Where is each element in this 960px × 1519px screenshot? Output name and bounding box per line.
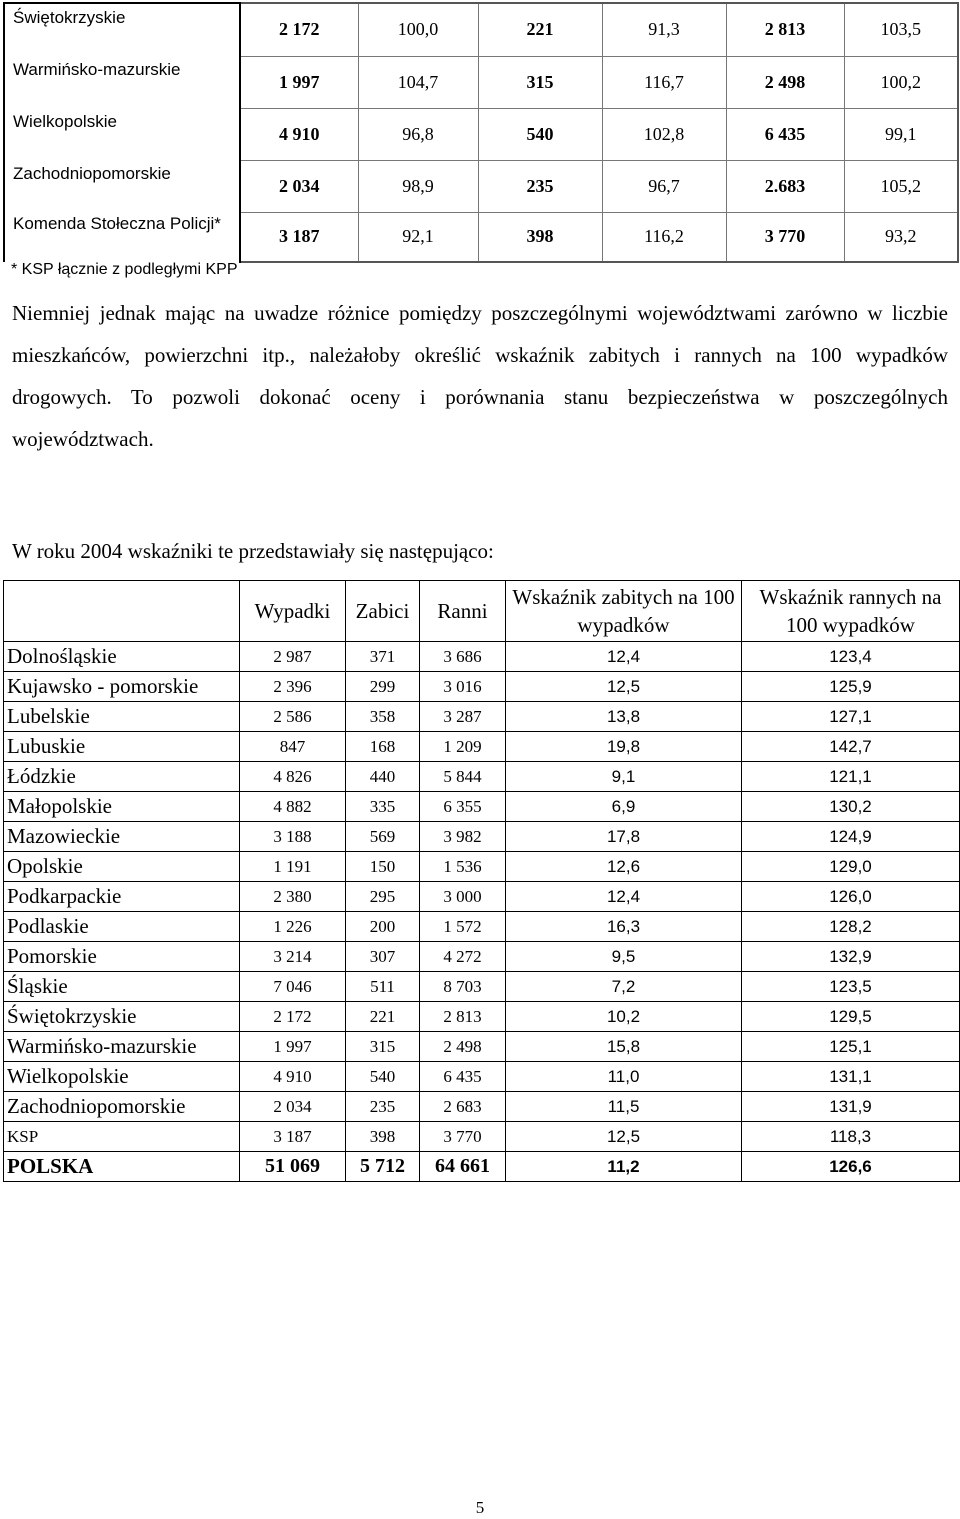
wskaznik-zabitych-cell: 11,0 [506, 1062, 742, 1092]
zabici-cell: 440 [346, 762, 420, 792]
value-cell: 1 997 [240, 56, 358, 108]
top-table-row [4, 160, 958, 212]
value-cell: 540 [478, 108, 602, 160]
region-cell: Mazowieckie [4, 822, 240, 852]
table-row [4, 792, 960, 822]
region-cell: Pomorskie [4, 942, 240, 972]
wskaznik-rannych-cell: 123,4 [742, 642, 960, 672]
value-cell: 2 034 [240, 160, 358, 212]
table-row [4, 972, 960, 1002]
ranni-cell: 3 287 [420, 702, 506, 732]
table-row [4, 1062, 960, 1092]
paragraph-indicators-intro: Niemniej jednak mając na uwadze różnice pomiędzy poszczególnymi województwami zarówno w liczbie mieszkańców, powierzchni itp., należałoby określić wskaźnik zabitych i rannych na 100 wypadków drogowych. To pozwoli dokonać oceny i porównania stanu bezpieczeństwa w poszczególnych województwach. [12, 301, 948, 451]
wskaznik-rannych-cell: 131,9 [742, 1092, 960, 1122]
region-name: Wielkopolskie [4, 108, 240, 160]
value-cell: 100,0 [358, 3, 478, 56]
region-cell: Opolskie [4, 852, 240, 882]
table-total-row [4, 1152, 960, 1182]
wskaznik-zabitych-cell: 15,8 [506, 1032, 742, 1062]
ranni-cell: 5 844 [420, 762, 506, 792]
table-row [4, 942, 960, 972]
wypadki-cell: 3 187 [240, 1122, 346, 1152]
region-cell: Warmińsko-mazurskie [4, 1032, 240, 1062]
wypadki-cell: 2 987 [240, 642, 346, 672]
wskaznik-zabitych-cell: 6,9 [506, 792, 742, 822]
table-row [4, 882, 960, 912]
zabici-cell: 5 712 [346, 1152, 420, 1182]
wskaznik-zabitych-cell: 10,2 [506, 1002, 742, 1032]
wskaznik-rannych-cell: 132,9 [742, 942, 960, 972]
value-cell: 100,2 [844, 56, 958, 108]
wskaznik-rannych-cell: 121,1 [742, 762, 960, 792]
wypadki-cell: 1 191 [240, 852, 346, 882]
table-row [4, 702, 960, 732]
wskaznik-zabitych-cell: 19,8 [506, 732, 742, 762]
wskaznik-zabitych-cell: 11,5 [506, 1092, 742, 1122]
region-cell: KSP [4, 1122, 240, 1152]
value-cell: 92,1 [358, 212, 478, 262]
ranni-cell: 2 498 [420, 1032, 506, 1062]
ranni-cell: 3 686 [420, 642, 506, 672]
value-cell: 99,1 [844, 108, 958, 160]
wskaznik-zabitych-cell: 12,4 [506, 642, 742, 672]
top-table-row [4, 56, 958, 108]
wskaznik-zabitych-cell: 16,3 [506, 912, 742, 942]
ranni-cell: 1 572 [420, 912, 506, 942]
wskaznik-rannych-cell: 127,1 [742, 702, 960, 732]
region-name: Zachodniopomorskie [4, 160, 240, 212]
top-table-row [4, 212, 958, 262]
ranni-cell: 3 770 [420, 1122, 506, 1152]
ranni-cell: 1 209 [420, 732, 506, 762]
wskaznik-rannych-cell: 131,1 [742, 1062, 960, 1092]
table-row [4, 1092, 960, 1122]
wypadki-cell: 1 997 [240, 1032, 346, 1062]
table-row [4, 912, 960, 942]
value-cell: 3 770 [726, 212, 844, 262]
table-header-row [4, 581, 960, 642]
wskaznik-rannych-cell: 125,9 [742, 672, 960, 702]
region-name: Warmińsko-mazurskie [4, 56, 240, 108]
footnote: * KSP łącznie z podległymi KPP [11, 261, 238, 278]
zabici-cell: 540 [346, 1062, 420, 1092]
wypadki-cell: 4 910 [240, 1062, 346, 1092]
region-cell: Dolnośląskie [4, 642, 240, 672]
wskaznik-rannych-cell: 129,0 [742, 852, 960, 882]
ranni-cell: 2 813 [420, 1002, 506, 1032]
region-cell: Małopolskie [4, 792, 240, 822]
zabici-cell: 335 [346, 792, 420, 822]
wskaznik-rannych-cell: 126,0 [742, 882, 960, 912]
wskaznik-zabitych-cell: 12,5 [506, 1122, 742, 1152]
zabici-cell: 358 [346, 702, 420, 732]
region-name: Komenda Stołeczna Policji* [4, 212, 240, 262]
value-cell: 98,9 [358, 160, 478, 212]
wskaznik-zabitych-cell: 12,6 [506, 852, 742, 882]
region-cell: Podlaskie [4, 912, 240, 942]
wskaznik-zabitych-cell: 17,8 [506, 822, 742, 852]
region-cell: Podkarpackie [4, 882, 240, 912]
wskaznik-rannych-cell: 129,5 [742, 1002, 960, 1032]
value-cell: 6 435 [726, 108, 844, 160]
table-row [4, 672, 960, 702]
ranni-cell: 2 683 [420, 1092, 506, 1122]
table-row [4, 642, 960, 672]
value-cell: 96,7 [602, 160, 726, 212]
region-cell: Świętokrzyskie [4, 1002, 240, 1032]
wskaznik-rannych-cell: 126,6 [742, 1152, 960, 1182]
wypadki-cell: 3 188 [240, 822, 346, 852]
header-wskaznik-rannych: Wskaźnik rannych na 100 wypadków [742, 581, 960, 642]
top-table [3, 2, 959, 263]
zabici-cell: 315 [346, 1032, 420, 1062]
top-table-block [3, 2, 957, 279]
header-ranni: Ranni [420, 581, 506, 642]
wskaznik-zabitych-cell: 11,2 [506, 1152, 742, 1182]
value-cell: 235 [478, 160, 602, 212]
value-cell: 315 [478, 56, 602, 108]
region-cell: Wielkopolskie [4, 1062, 240, 1092]
region-cell: Zachodniopomorskie [4, 1092, 240, 1122]
value-cell: 2 172 [240, 3, 358, 56]
wypadki-cell: 51 069 [240, 1152, 346, 1182]
wskaznik-zabitych-cell: 9,5 [506, 942, 742, 972]
table-row [4, 762, 960, 792]
zabici-cell: 398 [346, 1122, 420, 1152]
value-cell: 91,3 [602, 3, 726, 56]
value-cell: 103,5 [844, 3, 958, 56]
ranni-cell: 3 982 [420, 822, 506, 852]
value-cell: 2 498 [726, 56, 844, 108]
header-wypadki: Wypadki [240, 581, 346, 642]
ranni-cell: 3 000 [420, 882, 506, 912]
wypadki-cell: 3 214 [240, 942, 346, 972]
zabici-cell: 235 [346, 1092, 420, 1122]
value-cell: 4 910 [240, 108, 358, 160]
wskaznik-rannych-cell: 123,5 [742, 972, 960, 1002]
wskaznik-zabitych-cell: 12,4 [506, 882, 742, 912]
ranni-cell: 8 703 [420, 972, 506, 1002]
table-row [4, 1122, 960, 1152]
region-cell: Śląskie [4, 972, 240, 1002]
wypadki-cell: 847 [240, 732, 346, 762]
ranni-cell: 6 435 [420, 1062, 506, 1092]
region-cell: Kujawsko - pomorskie [4, 672, 240, 702]
zabici-cell: 200 [346, 912, 420, 942]
indicators-table [3, 580, 960, 1182]
value-cell: 93,2 [844, 212, 958, 262]
zabici-cell: 299 [346, 672, 420, 702]
indicators-table-block [3, 580, 960, 1182]
region-cell: Łódzkie [4, 762, 240, 792]
wypadki-cell: 1 226 [240, 912, 346, 942]
table-row [4, 1032, 960, 1062]
value-cell: 398 [478, 212, 602, 262]
wypadki-cell: 4 826 [240, 762, 346, 792]
zabici-cell: 511 [346, 972, 420, 1002]
header-zabici: Zabici [346, 581, 420, 642]
wypadki-cell: 2 034 [240, 1092, 346, 1122]
value-cell: 105,2 [844, 160, 958, 212]
wypadki-cell: 2 172 [240, 1002, 346, 1032]
region-cell: Lubuskie [4, 732, 240, 762]
zabici-cell: 168 [346, 732, 420, 762]
ranni-cell: 3 016 [420, 672, 506, 702]
table-row [4, 822, 960, 852]
header-wskaznik-zabitych: Wskaźnik zabitych na 100 wypadków [506, 581, 742, 642]
wskaznik-rannych-cell: 128,2 [742, 912, 960, 942]
zabici-cell: 221 [346, 1002, 420, 1032]
wskaznik-zabitych-cell: 12,5 [506, 672, 742, 702]
top-table-row [4, 3, 958, 56]
wypadki-cell: 2 586 [240, 702, 346, 732]
value-cell: 116,2 [602, 212, 726, 262]
wskaznik-rannych-cell: 130,2 [742, 792, 960, 822]
value-cell: 2.683 [726, 160, 844, 212]
region-cell: POLSKA [4, 1152, 240, 1182]
wskaznik-rannych-cell: 125,1 [742, 1032, 960, 1062]
paragraph-2004-intro: W roku 2004 wskaźniki te przedstawiały się następująco: [12, 539, 494, 563]
wskaznik-zabitych-cell: 13,8 [506, 702, 742, 732]
wypadki-cell: 2 396 [240, 672, 346, 702]
table-row [4, 1002, 960, 1032]
wypadki-cell: 7 046 [240, 972, 346, 1002]
wskaznik-zabitych-cell: 7,2 [506, 972, 742, 1002]
region-name: Świętokrzyskie [4, 3, 240, 56]
table-row [4, 732, 960, 762]
ranni-cell: 4 272 [420, 942, 506, 972]
wypadki-cell: 4 882 [240, 792, 346, 822]
region-cell: Lubelskie [4, 702, 240, 732]
top-table-row [4, 108, 958, 160]
wskaznik-rannych-cell: 118,3 [742, 1122, 960, 1152]
page-number: 5 [475, 1498, 485, 1517]
wskaznik-rannych-cell: 142,7 [742, 732, 960, 762]
zabici-cell: 295 [346, 882, 420, 912]
wypadki-cell: 2 380 [240, 882, 346, 912]
zabici-cell: 371 [346, 642, 420, 672]
value-cell: 96,8 [358, 108, 478, 160]
value-cell: 116,7 [602, 56, 726, 108]
wskaznik-zabitych-cell: 9,1 [506, 762, 742, 792]
ranni-cell: 6 355 [420, 792, 506, 822]
value-cell: 2 813 [726, 3, 844, 56]
value-cell: 102,8 [602, 108, 726, 160]
value-cell: 104,7 [358, 56, 478, 108]
wskaznik-rannych-cell: 124,9 [742, 822, 960, 852]
value-cell: 3 187 [240, 212, 358, 262]
zabici-cell: 150 [346, 852, 420, 882]
ranni-cell: 1 536 [420, 852, 506, 882]
header-region [4, 581, 240, 642]
zabici-cell: 569 [346, 822, 420, 852]
ranni-cell: 64 661 [420, 1152, 506, 1182]
zabici-cell: 307 [346, 942, 420, 972]
table-row [4, 852, 960, 882]
value-cell: 221 [478, 3, 602, 56]
